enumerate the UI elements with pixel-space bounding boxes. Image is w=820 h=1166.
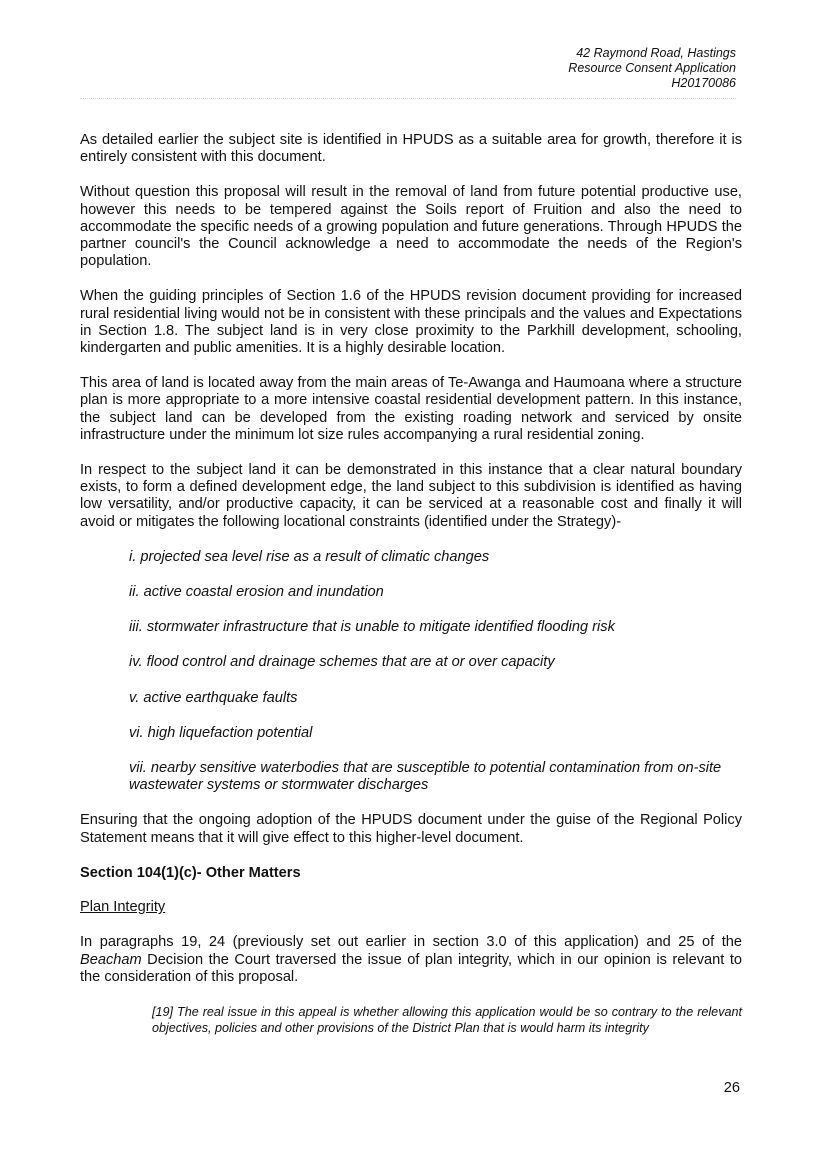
list-item: i. projected sea level rise as a result of climatic changes bbox=[129, 548, 490, 565]
header-reference-number: H20170086 bbox=[671, 76, 736, 90]
header-document-type: Resource Consent Application bbox=[568, 61, 736, 75]
list-item: v. active earthquake faults bbox=[129, 689, 298, 706]
paragraph-text-end: Decision the Court traversed the issue of plan integrity, which in our opinion is relevant to the consideration of this proposal. bbox=[80, 951, 742, 985]
paragraph-natural-boundary: In respect to the subject land it can be demonstrated in this instance that a clear natural boundary exists, to form a defined development edge, the land subject to this subdivision is identified as having low versatility, and/or productive capacity, it can be serviced at a reasonable cost and finally it will avoid or mitigates the following locational constraints (identified under the Strategy)- bbox=[80, 462, 742, 530]
paragraph-productive-land: Without question this proposal will result in the removal of land from future potential productive use, however this needs to be tempered against the Soils report of Fruition and also the need to accommodate the specific needs of a growing population and future generations. Through HPUDS the partner council's the Council acknowledge a need to accommodate the needs of the Region's population. bbox=[80, 184, 742, 270]
paragraph-location: This area of land is located away from the main areas of Te-Awanga and Haumoana where a structure plan is more appropriate to a more intensive coastal residential development pattern. In this instance, the subject land can be developed from the existing roading network and serviced by onsite infrastructure under the minimum lot size rules accompanying a rural residential zoning. bbox=[80, 375, 742, 443]
list-item: vi. high liquefaction potential bbox=[129, 724, 313, 741]
list-item: ii. active coastal erosion and inundation bbox=[129, 584, 384, 601]
document-body bbox=[80, 132, 742, 1036]
list-item: vii. nearby sensitive waterbodies that are susceptible to potential contamination from on-site wastewater systems or stormwater discharges bbox=[129, 760, 722, 794]
header-divider bbox=[80, 98, 736, 99]
block-quote: [19] The real issue in this appeal is whether allowing this application would be so contrary to the relevant objectives, policies and other provisions of the District Plan that is would harm its integrity bbox=[152, 1004, 742, 1035]
paragraph-hpuds-growth: As detailed earlier the subject site is identified in HPUDS as a suitable area for growth, therefore it is entirely consistent with this document. bbox=[80, 132, 742, 166]
list-item: iii. stormwater infrastructure that is unable to mitigate identified flooding risk bbox=[129, 619, 615, 636]
header-address: 42 Raymond Road, Hastings bbox=[576, 46, 736, 60]
case-name: Beacham bbox=[80, 951, 142, 968]
section-heading: Section 104(1)(c)- Other Matters bbox=[80, 864, 301, 881]
page-header bbox=[568, 46, 736, 91]
paragraph-guiding-principles: When the guiding principles of Section 1.6 of the HPUDS revision document providing for increased rural residential living would not be in consistent with these principals and the values and Expectations in Section 1.8. The subject land is in very close proximity to the Parkhill development, schooling, kindergarten and public amenities. It is a highly desirable location. bbox=[80, 288, 742, 357]
page-number: 26 bbox=[723, 1080, 740, 1096]
constraints-list bbox=[80, 549, 742, 795]
paragraph-regional-policy: Ensuring that the ongoing adoption of the HPUDS document under the guise of the Regional Policy Statement means that it will give effect to this higher-level document. bbox=[80, 812, 742, 846]
list-item: iv. flood control and drainage schemes that are at or over capacity bbox=[129, 654, 555, 671]
subsection-heading: Plan Integrity bbox=[80, 899, 166, 916]
paragraph-text-start: In paragraphs 19, 24 (previously set out earlier in section 3.0 of this application) and 25 of the bbox=[80, 934, 742, 951]
paragraph-plan-integrity bbox=[80, 934, 742, 986]
